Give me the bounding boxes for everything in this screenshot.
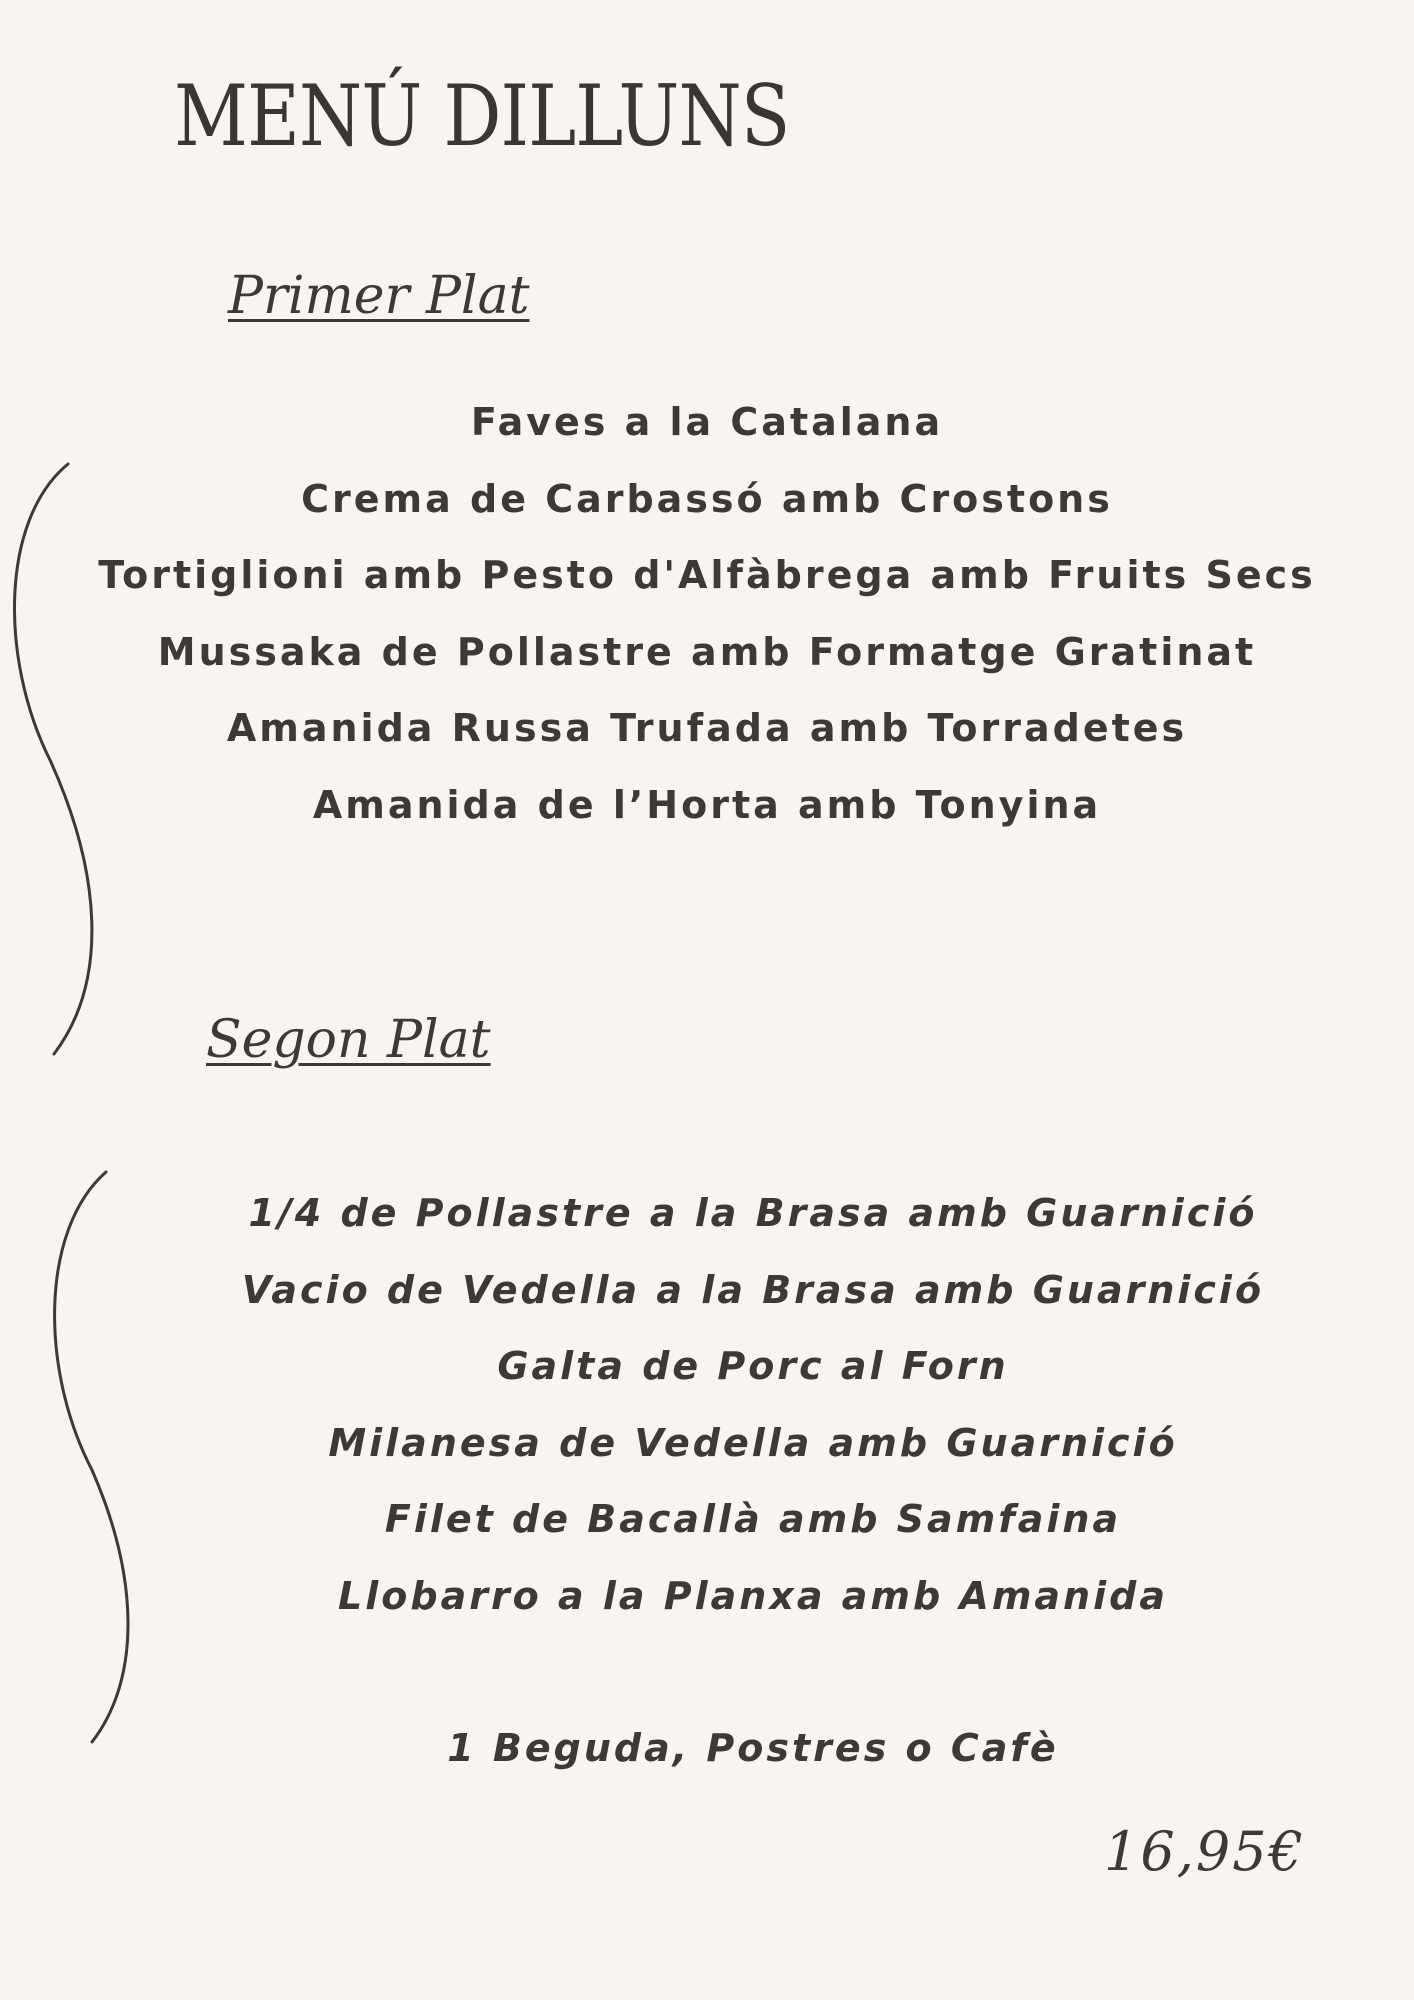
segon-plat-item: Filet de Bacallà amb Samfaina — [384, 1497, 1122, 1541]
primer-plat-item: Amanida de l’Horta amb Tonyina — [312, 782, 1102, 827]
segon-plat-item: Milanesa de Vedella amb Guarnició — [328, 1420, 1178, 1465]
primer-plat-item: Tortiglioni amb Pesto d'Alfàbrega amb Fruits Secs — [98, 553, 1316, 597]
menu-title: MENÚ DILLUNS — [174, 67, 790, 165]
primer-plat-item: Amanida Russa Trufada amb Torradetes — [226, 706, 1188, 750]
primer-plat-heading: Primer Plat — [228, 266, 530, 326]
primer-plat-item: Faves a la Catalana — [470, 400, 944, 444]
segon-plat-item: Galta de Porc al Forn — [497, 1344, 1009, 1388]
segon-plat-item: 1/4 de Pollastre a la Brasa amb Guarnició — [248, 1191, 1258, 1235]
primer-plat-item: Mussaka de Pollastre amb Formatge Gratinat — [157, 629, 1257, 674]
segon-plat-list — [46, 1175, 1414, 1634]
primer-plat-item: Crema de Carbassó amb Crostons — [301, 476, 1113, 521]
segon-plat-heading: Segon Plat — [206, 1010, 491, 1070]
segon-plat-item: Llobarro a la Planxa amb Amanida — [338, 1573, 1168, 1618]
segon-plat-item: Vacio de Vedella a la Brasa amb Guarnició — [241, 1267, 1265, 1312]
primer-plat-list — [0, 384, 1414, 843]
menu-price: 16,95€ — [1104, 1820, 1305, 1883]
includes-text: 1 Beguda, Postres o Cafè — [447, 1726, 1059, 1770]
